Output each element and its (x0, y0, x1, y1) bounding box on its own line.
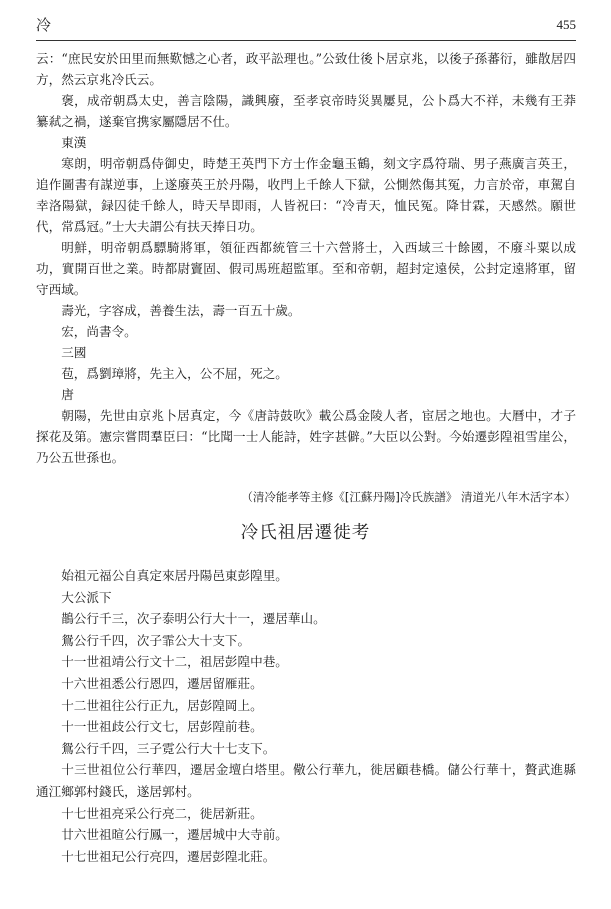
paragraph: 始祖元福公自真定來居丹陽邑東彭隍里。 (61, 568, 288, 583)
paragraph: 苞，爲劉璋將，先主入，公不屈，死之。 (61, 366, 288, 381)
paragraph: 褒，成帝朝爲太史，善言陰陽，識興廢，至孝哀帝時災異屢見，公卜爲大不祥，未幾有王莽纂弒之禍，遂棄官携家屬隱居不仕。 (36, 93, 576, 129)
paragraph: 十三世祖位公行華四，遷居金壇白塔里。儆公行華九，徙居顧巷橋。儲公行華十，贅武進縣通江鄉郭村錢氏，遂居郭村。 (36, 762, 576, 799)
paragraph: 東漢 (61, 135, 87, 150)
paragraph: 云：“庶民安於田里而無歎憾之心者，政平訟理也。”公致仕後卜居京兆，以後子孫蕃衍，雖散居四方，然云京兆冷氏云。 (36, 51, 576, 87)
paragraph: 寒朗，明帝朝爲侍御史，時楚王英門下方士作金龜玉鶴，刻文字爲符瑞、男子燕廣言英王，追作圖書有謀逆事，上遂廢英王於丹陽，收門上千餘人下獄，公惻然傷其冤，力言於帝，車駕自幸洛陽獄，録囚徒千餘人，時天旱即雨，人皆祝曰：“冷青天，恤民冤。降甘霖，天感然。願世代，常爲冠。”士大夫謂公有扶天捧日功。 (36, 156, 576, 234)
paragraph: 朝陽，先世由京兆卜居真定，今《唐詩鼓吹》載公爲金陵人者，宦居之地也。大曆中，才子探花及第。憲宗嘗問羣臣曰：“比聞一士人能詩，姓字甚僻。”大臣以公對。今始遷彭隍祖雪崖公，乃公五世孫也。 (36, 408, 576, 465)
genealogy-biographies (36, 48, 576, 468)
paragraph: 明鮮，明帝朝爲驃騎將軍，領征西都統管三十六營將士，入西域三十餘國，不廢斗粟以成功，實開百世之業。時都尉竇固、假司馬班超監軍。至和帝朝，超封定遠侯，公封定遠將軍，留守西域。 (36, 240, 576, 297)
paragraph: 宏，尚書令。 (61, 324, 137, 339)
paragraph: 十一世祖靖公行文十二，祖居彭隍中巷。 (61, 654, 288, 670)
paragraph: 三國 (61, 345, 87, 360)
paragraph: 十七世祖玘公行亮四，遷居彭隍北莊。 (61, 848, 276, 864)
source-citation: （清冷能孝等主修《[江蘇丹陽]冷氏族譜》 清道光八年木活字本） (241, 490, 576, 504)
page-number: 455 (556, 17, 576, 32)
paragraph: 鴛公行千四，三子霓公行大十七支下。 (61, 740, 276, 756)
paragraph: 十二世祖往公行正九，居彭隍岡上。 (61, 697, 263, 713)
paragraph: 壽光，字容成，善養生法，壽一百五十歲。 (61, 303, 301, 318)
paragraph: 唐 (61, 387, 74, 402)
paragraph: 鵲公行千三，次子泰明公行大十一，遷居華山。 (61, 611, 326, 627)
running-header (36, 12, 576, 38)
paragraph: 十七世祖亮采公行亮二，徙居新莊。 (61, 805, 263, 821)
paragraph: 十一世祖歧公行文七，居彭隍前巷。 (61, 719, 263, 735)
paragraph: 大公派下 (61, 589, 112, 605)
paragraph: 鴛公行千四，次子霏公大十支下。 (61, 632, 251, 648)
migration-records (36, 565, 576, 867)
header-rule (36, 40, 576, 41)
section-title: 冷氏祖居遷徙考 (240, 523, 371, 543)
paragraph: 廿六世祖暄公行鳳一，遷居城中大寺前。 (61, 827, 288, 843)
running-title: 冷 (36, 16, 52, 34)
paragraph: 十六世祖悉公行恩四，遷居留雁莊。 (61, 675, 263, 691)
